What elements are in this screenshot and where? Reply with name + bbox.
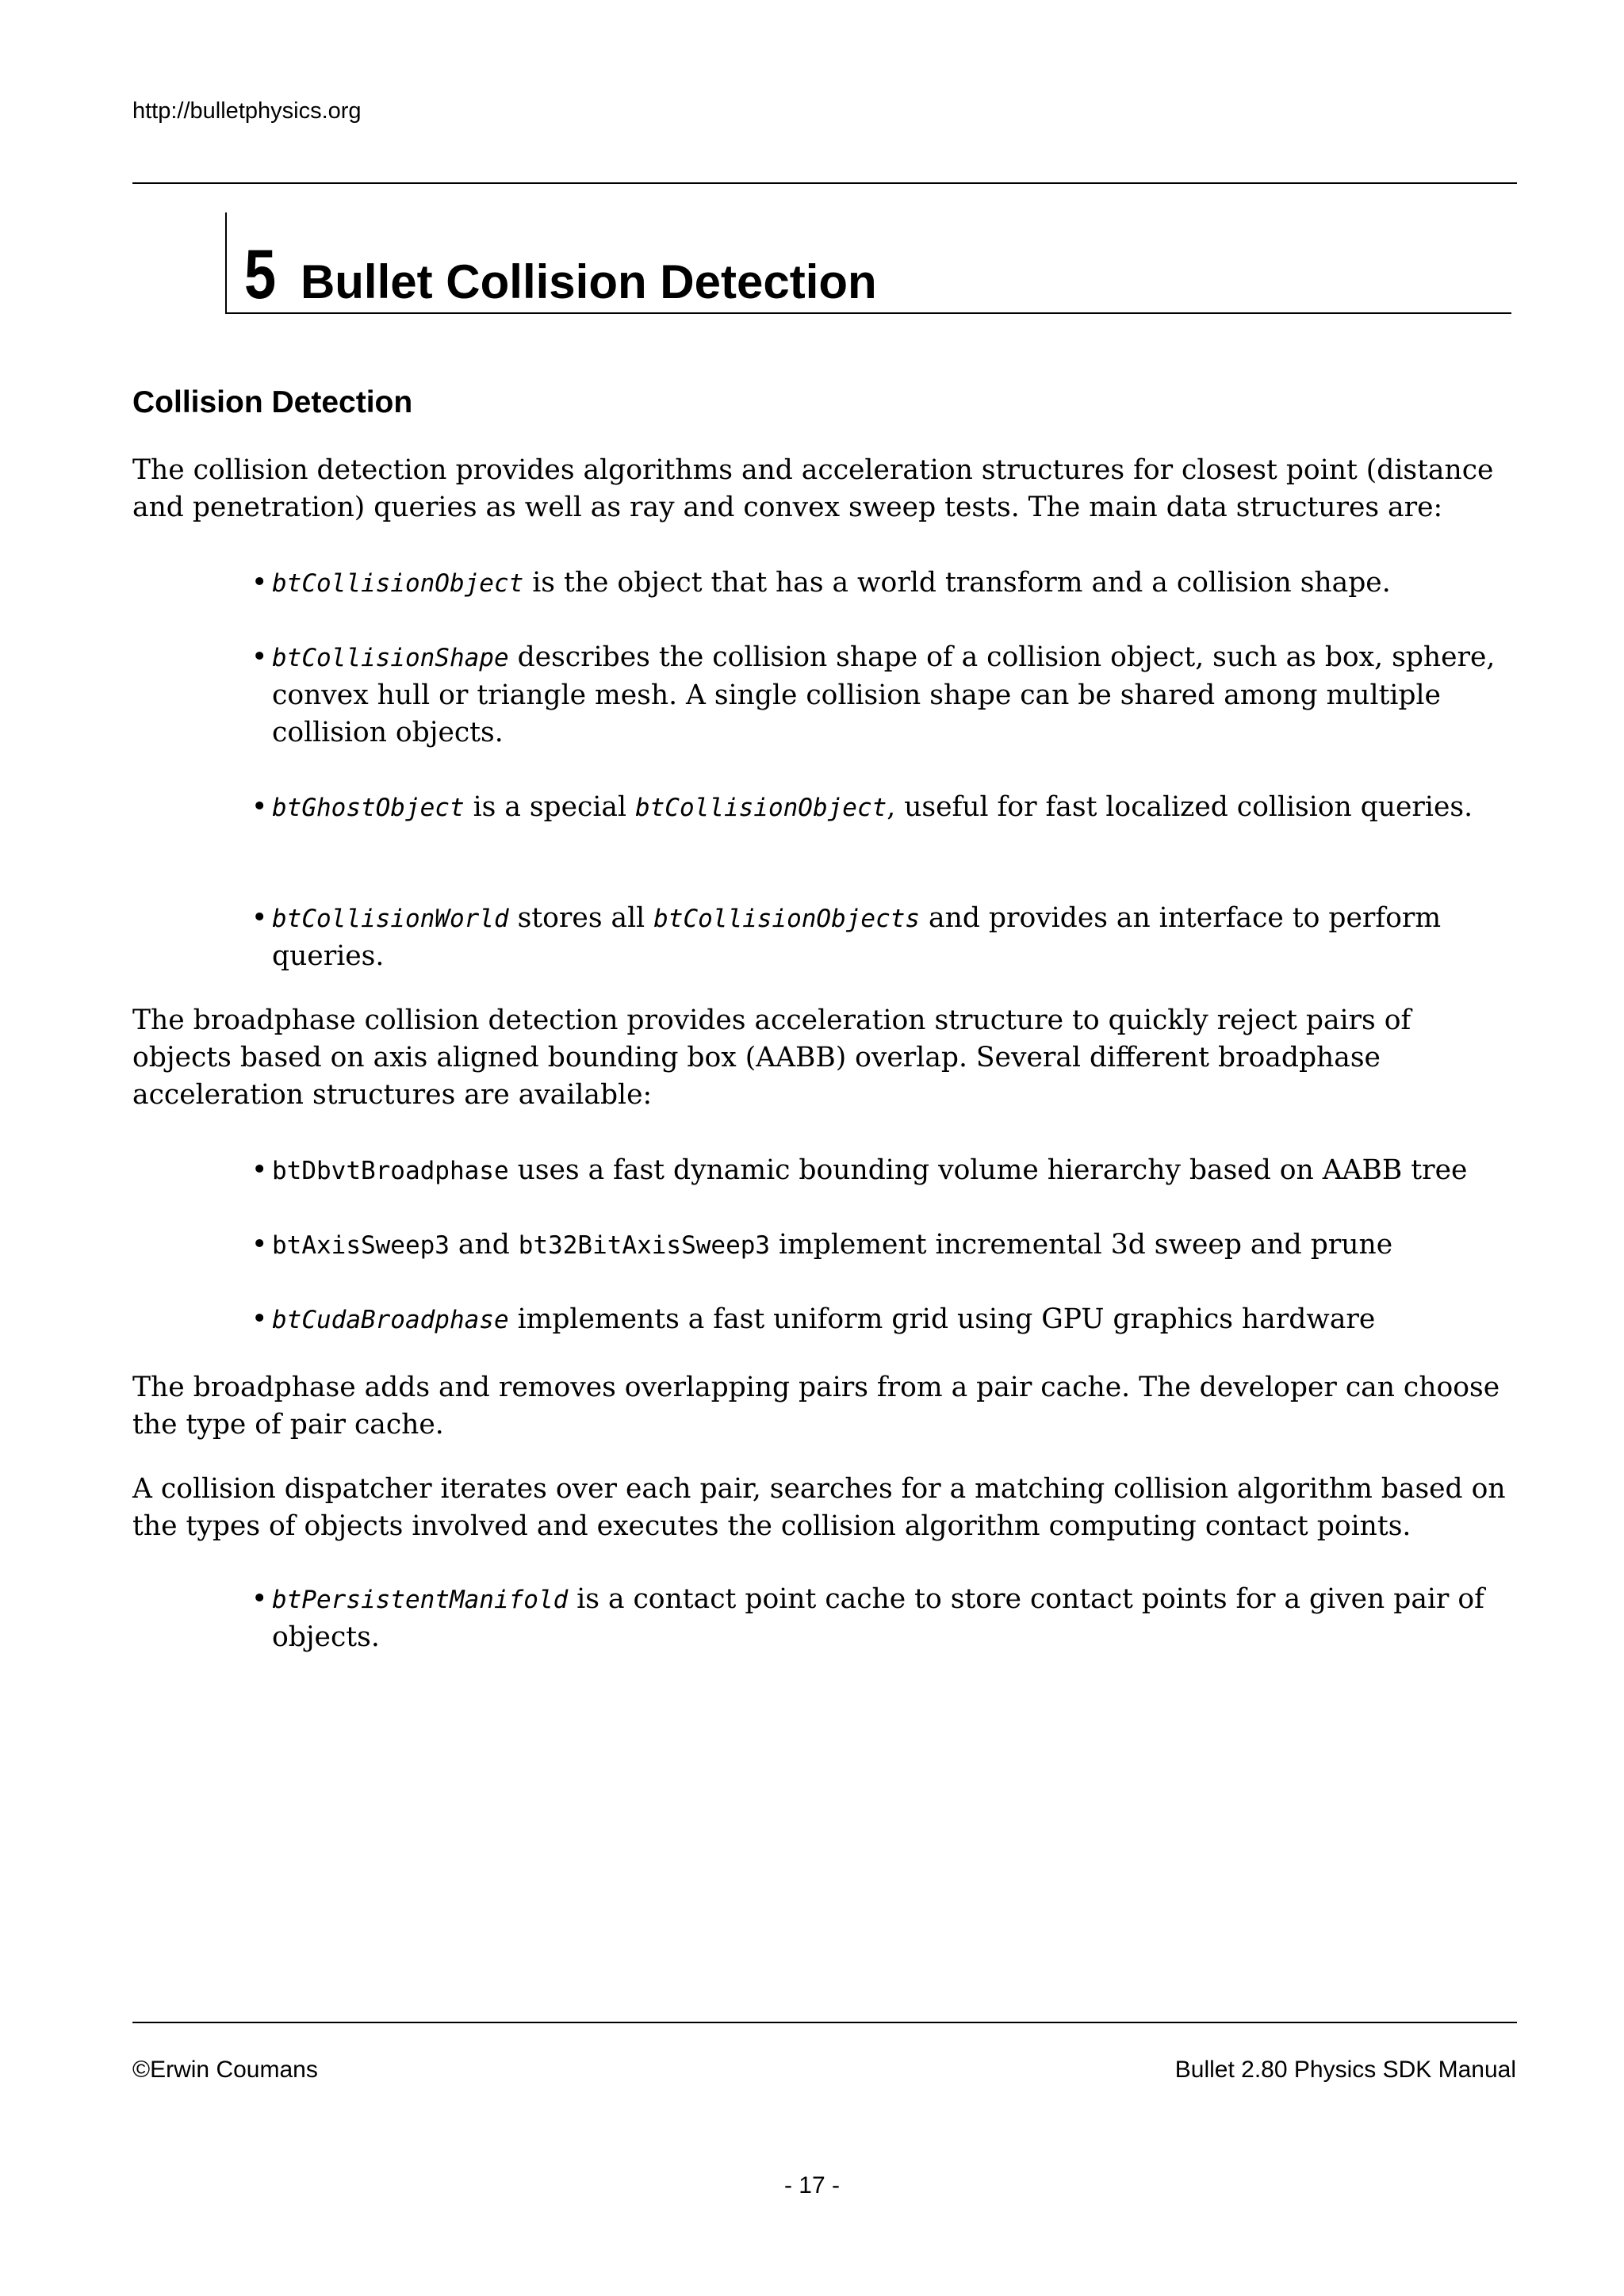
section-heading: Collision Detection [132,385,413,419]
list-item-collision-object [251,564,1519,603]
bullet-glyph: • [251,1303,268,1335]
list-item-collision-world [251,900,1519,975]
list-item-axis-sweep [251,1226,1519,1265]
item-text: describes the collision shape of a collision object, such as box, sphere, convex hull or triangle mesh. A single collision shape can be shared among multiple collision objects. [272,641,1496,748]
item-text: is the object that has a world transform and a collision shape. [523,567,1391,599]
bullet-glyph: • [251,641,268,673]
list-item-persistent-manifold [251,1581,1519,1656]
item-text: is a special [464,791,635,823]
code-term: btAxisSweep3 [272,1231,450,1260]
item-text: implement incremental 3d sweep and prune [770,1229,1393,1261]
bullet-glyph: • [251,1229,268,1261]
list-item-collision-shape [251,639,1519,752]
code-term: btDbvtBroadphase [272,1157,509,1185]
list-item-dbvt-broadphase [251,1152,1519,1190]
code-term: bt32BitAxisSweep3 [518,1231,771,1260]
list-item-cuda-broadphase [251,1301,1519,1339]
bullet-glyph: • [251,1154,268,1186]
code-term: btCollisionWorld [272,905,509,933]
item-text: , useful for fast localized collision queries. [887,791,1473,823]
paragraph-dispatcher: A collision dispatcher iterates over each pair, searches for a matching collision algorithm based on the types of objects involved and executes the collision algorithm computing contact points. [132,1473,1506,1542]
code-term: btPersistentManifold [272,1586,569,1614]
bullet-glyph: • [251,567,268,599]
footer-manual-title: Bullet 2.80 Physics SDK Manual [1174,2057,1516,2083]
header-rule [132,182,1517,184]
chapter-number: 5 [244,235,277,313]
paragraph-pair-cache: The broadphase adds and removes overlapping pairs from a pair cache. The developer can choose the type of pair cache. [132,1372,1500,1441]
bullet-glyph: • [251,902,268,934]
item-text: and [449,1229,519,1261]
paragraph-broadphase: The broadphase collision detection provides acceleration structure to quickly reject pairs of objects based on axis aligned bounding box (AABB) overlap. Several different broadphase acceleration structures are available: [132,1004,1411,1111]
code-term: btCollisionObject [272,569,524,598]
item-text: stores all [508,902,654,934]
page-number: - 17 - [783,2172,841,2198]
paragraph-intro: The collision detection provides algorithms and acceleration structures for closest point (distance and penetration) queries as well as ray and convex sweep tests. The main data structures are: [132,454,1494,523]
chapter-heading-box [225,212,1511,314]
code-term: btCudaBroadphase [272,1306,509,1334]
footer-rule [132,2022,1517,2023]
item-text: and provides an interface to perform queries. [272,902,1442,972]
code-term: btCollisionObject [634,794,887,822]
code-term: btCollisionShape [272,644,509,672]
item-text: uses a fast dynamic bounding volume hierarchy based on AABB tree [508,1154,1468,1186]
code-term: btGhostObject [272,794,465,822]
chapter-title-text: Bullet Collision Detection [300,255,877,308]
item-text: is a contact point cache to store contact points for a given pair of objects. [272,1583,1484,1653]
chapter-title [244,235,877,313]
code-term: btCollisionObjects [653,905,921,933]
bullet-glyph: • [251,791,268,823]
list-item-ghost-object [251,789,1519,827]
footer-author: ©Erwin Coumans [132,2057,318,2083]
item-text: implements a fast uniform grid using GPU graphics hardware [508,1303,1376,1335]
bullet-glyph: • [251,1583,268,1615]
header-url: http://bulletphysics.org [132,98,362,124]
